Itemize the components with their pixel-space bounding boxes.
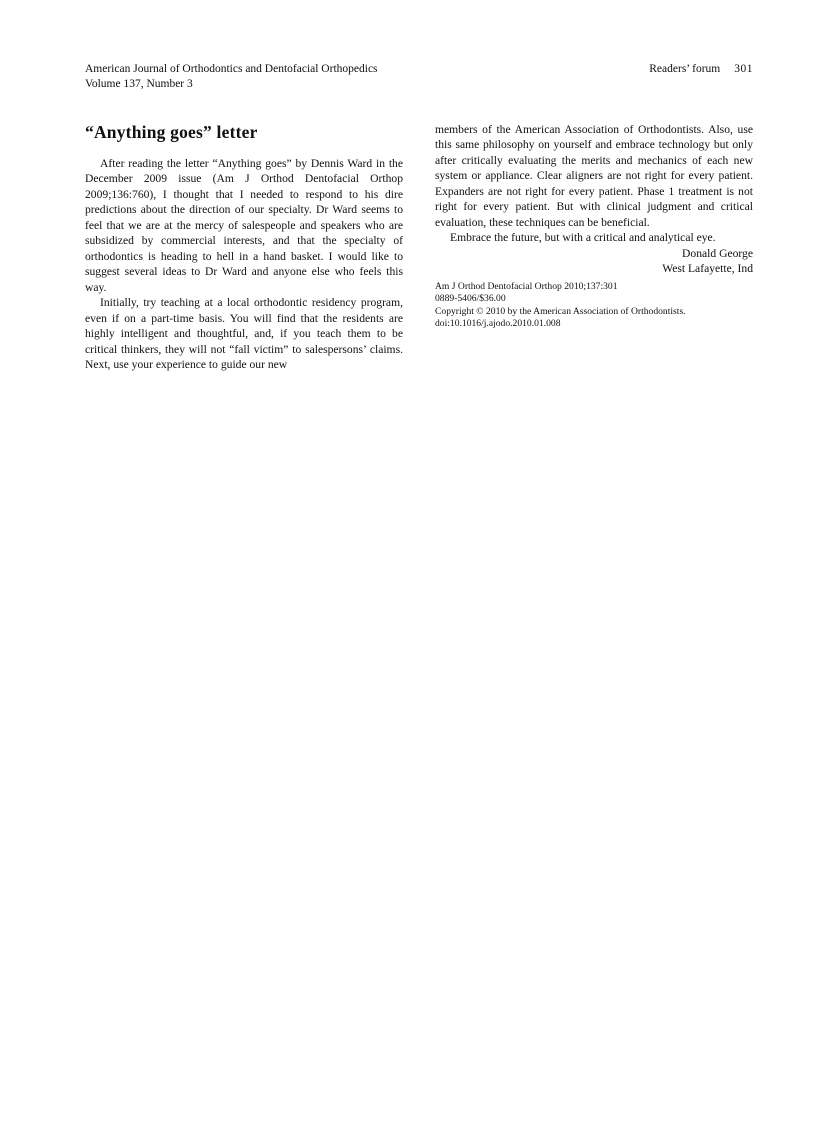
running-head: [85, 62, 753, 92]
two-column-body: [85, 122, 753, 373]
signature-block: [435, 246, 753, 277]
right-column: [435, 122, 753, 373]
page-content: [85, 62, 753, 373]
volume-number: Volume 137, Number 3: [85, 77, 193, 90]
section-name: Readers’ forum: [649, 63, 721, 75]
citation-copyright: Copyright © 2010 by the American Association of Orthodontists.: [435, 305, 686, 317]
body-paragraph: Embrace the future, but with a critical and analytical eye.: [450, 231, 716, 245]
section-and-page: [649, 62, 753, 77]
citation-block: [435, 281, 753, 331]
left-column: [85, 122, 403, 373]
author-location: West Lafayette, Ind: [662, 262, 753, 276]
author-name: Donald George: [682, 246, 753, 260]
journal-name: American Journal of Orthodontics and Dentofacial Orthopedics: [85, 63, 378, 75]
citation-issn-price: 0889-5406/$36.00: [435, 293, 506, 305]
article-title: “Anything goes” letter: [85, 121, 258, 142]
citation-reference: Am J Orthod Dentofacial Orthop 2010;137:301: [435, 280, 618, 292]
body-paragraph: After reading the letter “Anything goes” by Dennis Ward in the December 2009 issue (Am J Orthod Dentofacial Orthop 2009;136:760), I thought that I needed to respond to his dire predictions about the direction of our specialty. Dr Ward seems to feel that we are at the mercy of salespeople and speakers who are subsidized by commercial interests, and that the specialty of orthodontics is heading to hell in a hand basket. I would like to suggest several ideas to Dr Ward and anyone else who feels this way.: [85, 156, 403, 294]
body-paragraph: Initially, try teaching at a local orthodontic residency program, even if on a part-time basis. You will find that the residents are highly intelligent and thoughtful, and, if you teach them to be critical thinkers, they will not “fall victim” to salespersons’ claims. Next, use your experience to guide our new: [85, 296, 403, 372]
citation-doi: doi:10.1016/j.ajodo.2010.01.008: [435, 318, 561, 330]
page-number: 301: [734, 63, 753, 75]
journal-identification: [85, 62, 378, 92]
body-paragraph: members of the American Association of Orthodontists. Also, use this same philosophy on yourself and embrace technology but only after critically evaluating the merits and mechanics of each new system or appliance. Clear aligners are not right for every patient. Expanders are not right for every patient. Phase 1 treatment is not right for every patient. But with clinical judgment and critical evaluation, these techniques can be beneficial.: [435, 122, 753, 229]
